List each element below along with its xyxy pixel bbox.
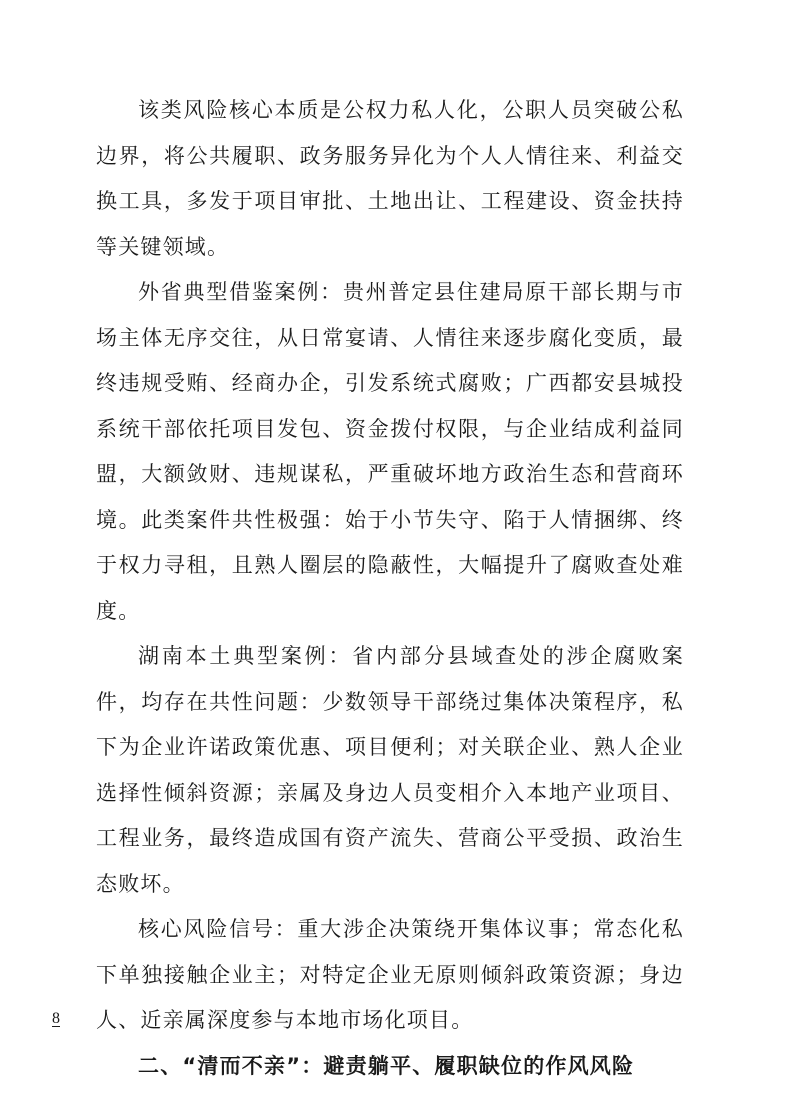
section-heading: 二、“清而不亲”：避责躺平、履职缺位的作风风险 (138, 1053, 635, 1078)
page-number: 8 (52, 1010, 60, 1027)
paragraph-hunan-cases: 湖南本土典型案例：省内部分县域查处的涉企腐败案件，均存在共性问题：少数领导干部绕过集体决策程序，私下为企业许诺政策优惠、项目便利；对关联企业、熟人企业选择性倾斜资源；亲属及身边人员变相介入本地产业项目、工程业务，最终造成国有资产流失、营商公平受损、政治生态败坏。 (96, 644, 684, 896)
paragraph-risk-essence: 该类风险核心本质是公权力私人化，公职人员突破公私边界，将公共履职、政务服务异化为个人人情往来、利益交换工具，多发于项目审批、土地出让、工程建设、资金扶持等关键领域。 (96, 98, 684, 259)
document-body (96, 88, 684, 1089)
paragraph-external-cases: 外省典型借鉴案例：贵州普定县住建局原干部长期与市场主体无序交往，从日常宴请、人情往来逐步腐化变质，最终违规受贿、经商办企，引发系统式腐败；广西都安县城投系统干部依托项目发包、资金拨付权限，与企业结成利益同盟，大额敛财、违规谋私，严重破坏地方政治生态和营商环境。此类案件共性极强：始于小节失守、陷于人情捆绑、终于权力寻租，且熟人圈层的隐蔽性，大幅提升了腐败查处难度。 (96, 280, 684, 623)
paragraph-risk-signals: 核心风险信号：重大涉企决策绕开集体议事；常态化私下单独接触企业主；对特定企业无原则倾斜政策资源；身边人、近亲属深度参与本地市场化项目。 (96, 917, 684, 1032)
